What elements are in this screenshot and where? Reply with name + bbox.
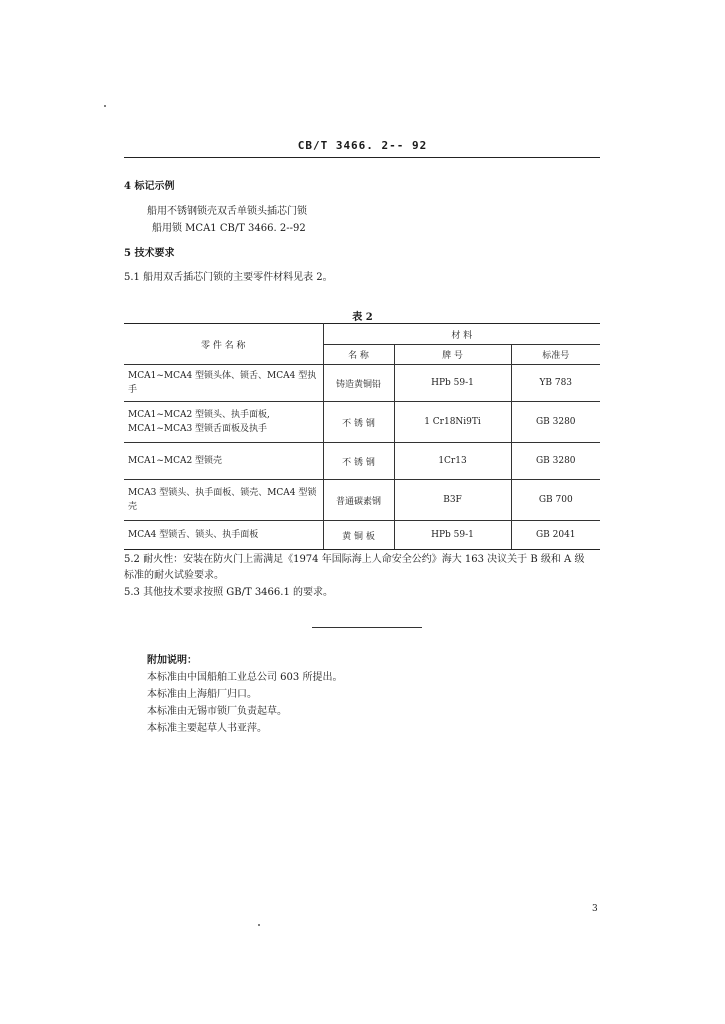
material-name-cell: 普通碳素钢 xyxy=(323,480,394,521)
part-cell: MCA4 型锁舌、锁头、执手面板 xyxy=(124,521,323,550)
header-part-name: 零 件 名 称 xyxy=(124,324,323,365)
standard-number-cell: GB 2041 xyxy=(511,521,600,550)
clause-5-1: 5.1 船用双舌插芯门锁的主要零件材料见表 2。 xyxy=(124,272,333,283)
page-number: 3 xyxy=(592,904,598,914)
header-material: 材 料 xyxy=(323,324,600,345)
material-grade-cell: HPb 59-1 xyxy=(394,365,511,402)
note-line: 本标准由中国船舶工业总公司 603 所提出。 xyxy=(147,672,343,683)
subheader-grade: 牌 号 xyxy=(394,345,511,365)
part-cell: MCA1~MCA2 型锁头、执手面板, MCA1~MCA3 型锁舌面板及执手 xyxy=(124,402,323,443)
materials-table xyxy=(124,323,600,550)
material-name-cell: 铸造黄铜铅 xyxy=(323,365,394,402)
subheader-name: 名 称 xyxy=(323,345,394,365)
clause-5-2-line-1: 5.2 耐火性：安装在防火门上需满足《1974 年国际海上人命安全公约》海大 163 决议关于 B 级和 A 级 xyxy=(124,554,585,565)
standard-number-cell: GB 3280 xyxy=(511,443,600,480)
material-grade-cell: 1 Cr18Ni9Ti xyxy=(394,402,511,443)
material-name-cell: 不 锈 钢 xyxy=(323,443,394,480)
header-divider xyxy=(124,157,600,158)
table-row xyxy=(124,443,600,480)
material-name-cell: 黄 铜 板 xyxy=(323,521,394,550)
subheader-standard: 标准号 xyxy=(511,345,600,365)
part-cell: MCA1~MCA2 型锁壳 xyxy=(124,443,323,480)
part-cell: MCA3 型锁头、执手面板、锁壳、MCA4 型锁 壳 xyxy=(124,480,323,521)
scan-speck xyxy=(258,924,260,926)
table-row xyxy=(124,402,600,443)
standard-number-cell: GB 3280 xyxy=(511,402,600,443)
table-row xyxy=(124,365,600,402)
note-line: 本标准由无锡市锁厂负责起草。 xyxy=(147,706,287,717)
section-5-heading: 5 技术要求 xyxy=(124,248,175,259)
clause-5-3: 5.3 其他技术要求按照 GB/T 3466.1 的要求。 xyxy=(124,587,333,598)
standard-number-cell: GB 700 xyxy=(511,480,600,521)
material-name-cell: 不 锈 钢 xyxy=(323,402,394,443)
note-line: 本标准由上海船厂归口。 xyxy=(147,689,257,700)
note-line: 本标准主要起草人书亚萍。 xyxy=(147,723,267,734)
clause-5-2-line-2: 标准的耐火试验要求。 xyxy=(124,570,224,581)
section-end-rule xyxy=(312,627,422,628)
section-4-heading: 4 标记示例 xyxy=(124,181,175,192)
marking-example-line-1: 船用不锈钢锁壳双舌单锁头插芯门锁 xyxy=(147,206,307,217)
scan-speck xyxy=(104,105,106,107)
notes-heading: 附加说明： xyxy=(147,655,197,666)
table-row xyxy=(124,480,600,521)
material-grade-cell: 1Cr13 xyxy=(394,443,511,480)
material-grade-cell: B3F xyxy=(394,480,511,521)
standard-code-header: CB/T 3466. 2-- 92 xyxy=(297,139,428,152)
part-cell: MCA1~MCA4 型锁头体、锁舌、MCA4 型执 手 xyxy=(124,365,323,402)
table-caption: 表 2 xyxy=(352,312,373,323)
marking-example-line-2: 船用锁 MCA1 CB/T 3466. 2--92 xyxy=(152,223,306,234)
material-grade-cell: HPb 59-1 xyxy=(394,521,511,550)
standard-number-cell: YB 783 xyxy=(511,365,600,402)
table-row xyxy=(124,521,600,550)
